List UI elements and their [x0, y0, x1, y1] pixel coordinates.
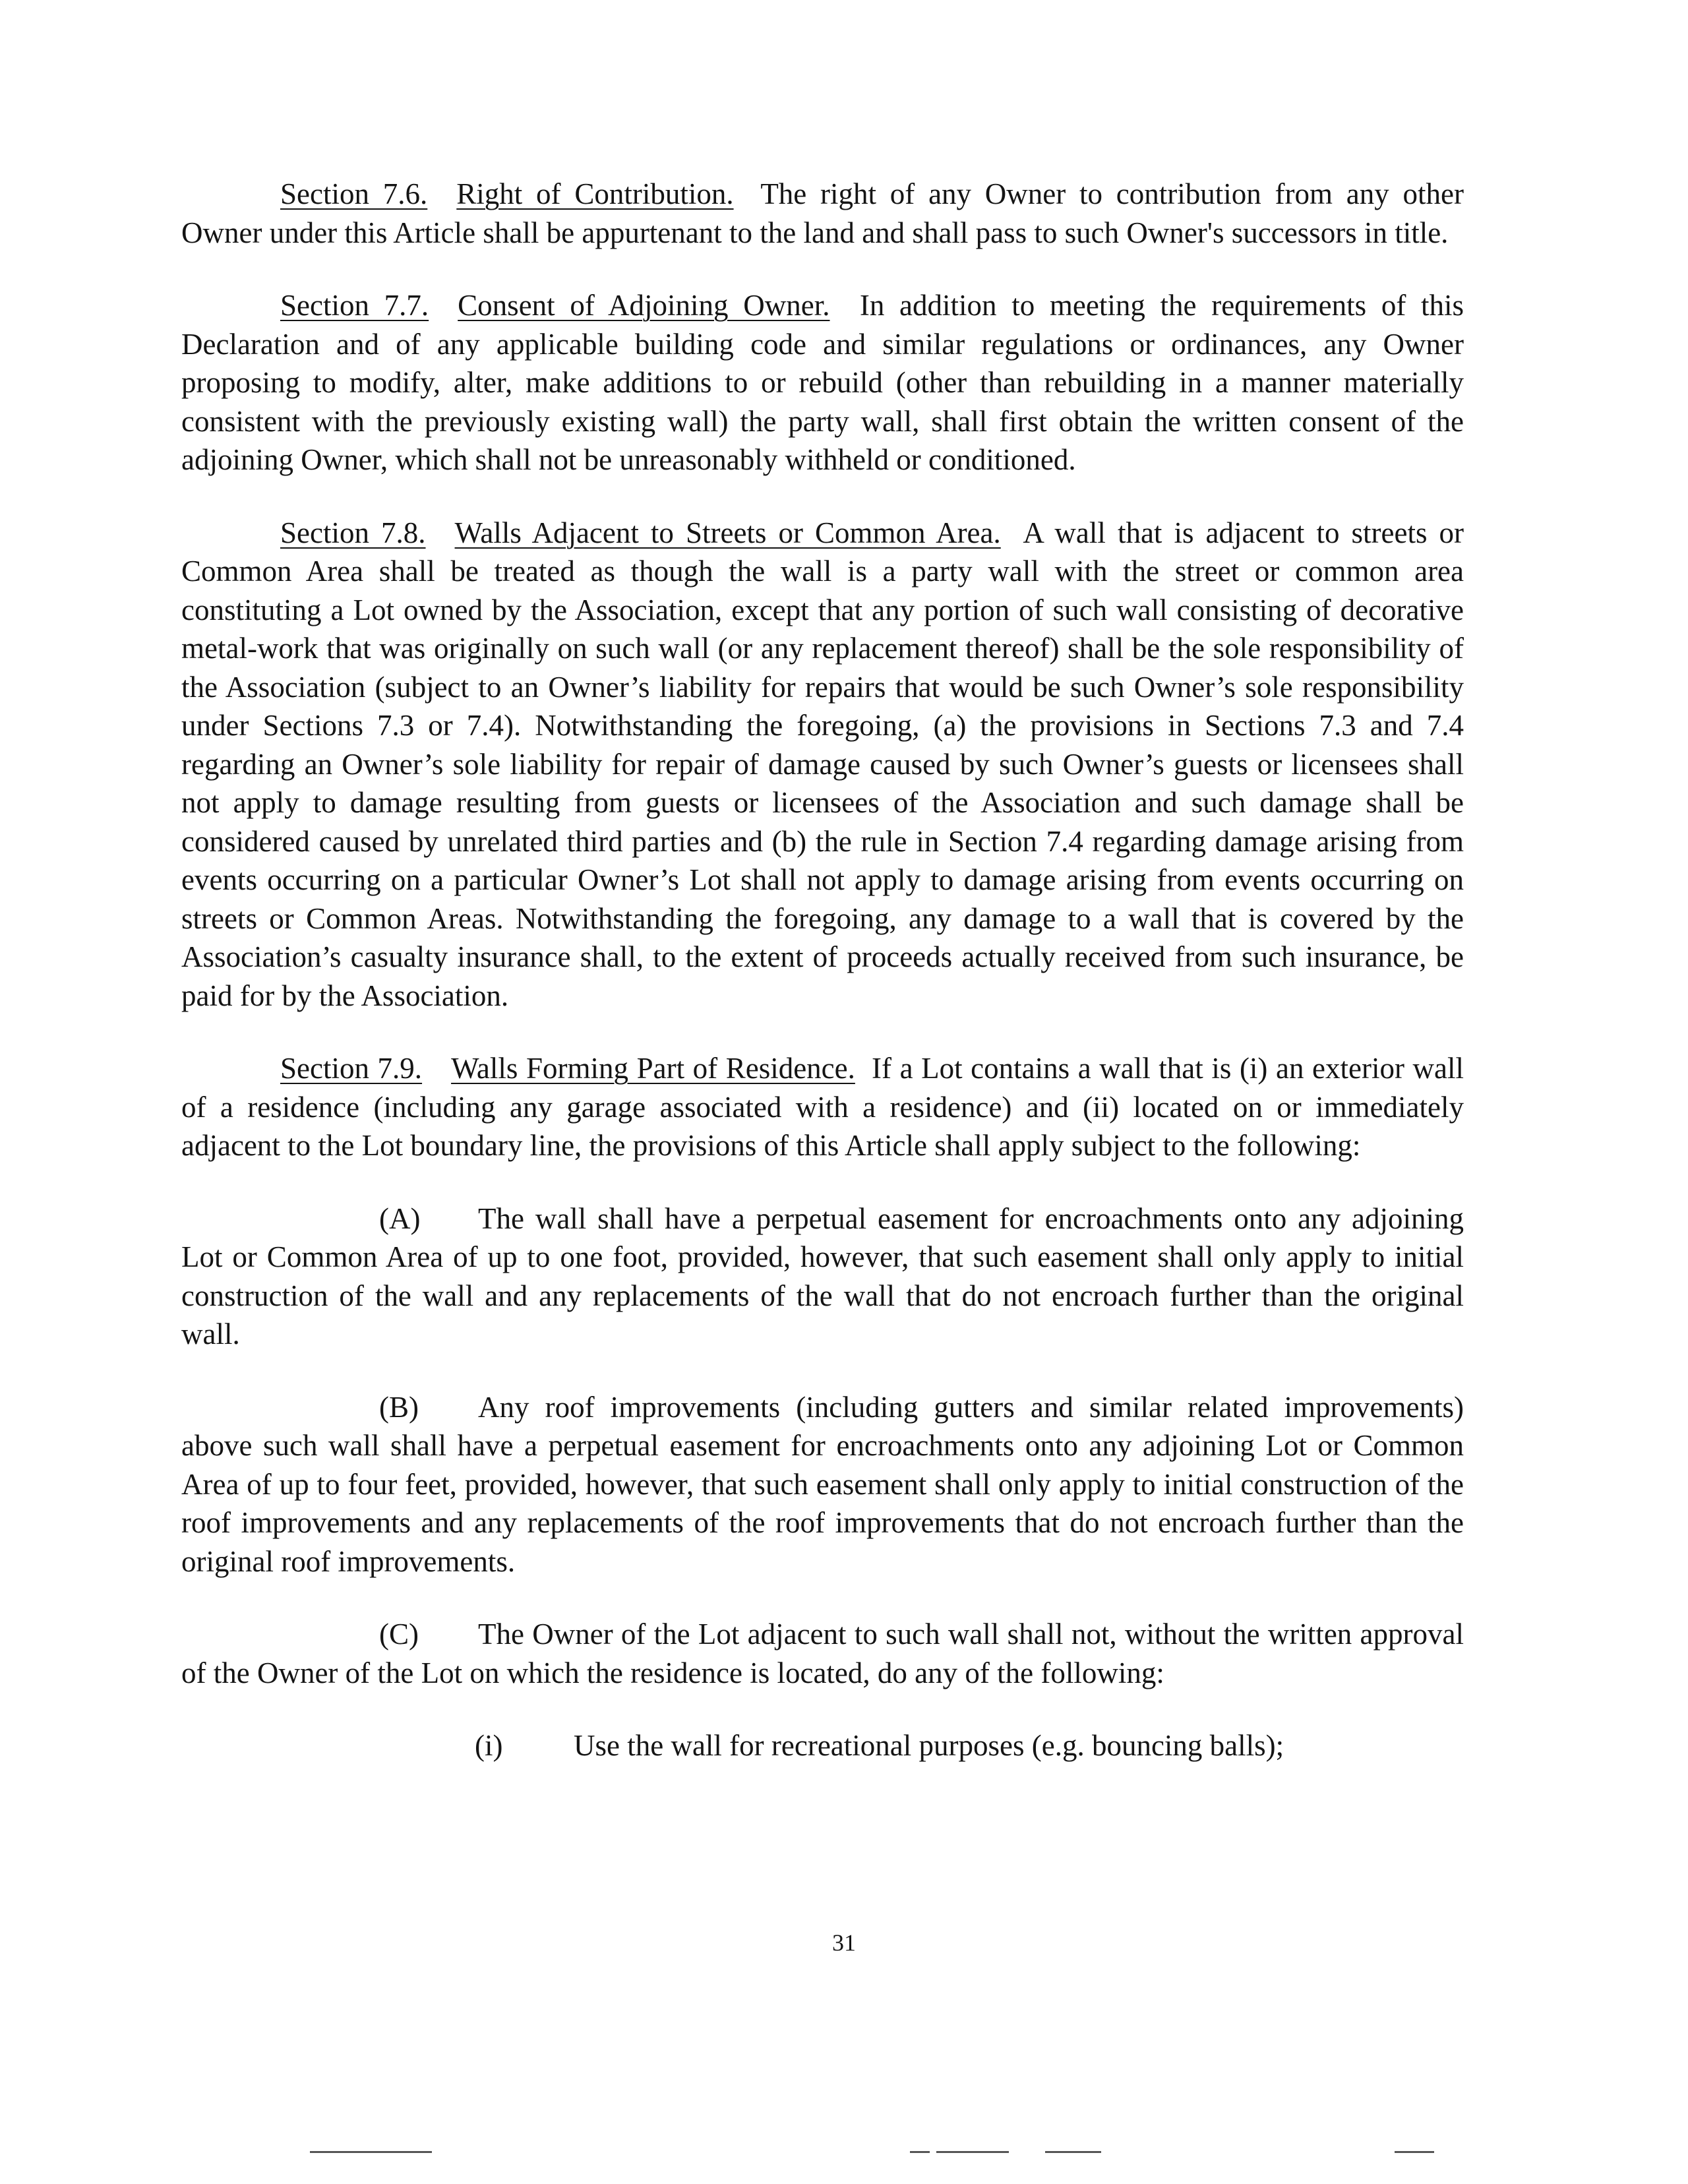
section-body: A wall that is adjacent to streets or Common Area shall be treated as though the wall is a party wall with the street or common area constituting a Lot owned by the Association, except that any portion of such wall consisting of decorative metal-work that was originally on such wall (or any replacement thereof) shall be the sole responsibility of the Association (subject to an Owner’s liability for repairs that would be such Owner’s sole responsibility under Sections 7.3 or 7.4). Notwithstanding the foregoing, (a) the provisions in Sections 7.3 and 7.4 regarding an Owner’s sole liability for repair of damage caused by such Owner’s guests or licensees shall not apply to damage resulting from guests or licensees of the Association and such damage shall be considered caused by unrelated third parties and (b) the rule in Section 7.4 regarding damage arising from events occurring on a particular Owner’s Lot shall not apply to damage arising from events occurring on streets or Common Areas. Notwithstanding the foregoing, any damage to a wall that is covered by the Association’s casualty insurance shall, to the extent of proceeds actually received from such insurance, be paid for by the Association. — [181, 516, 1464, 1012]
section-title: Right of Contribution. — [456, 177, 734, 210]
subsection-text: The wall shall have a perpetual easement for encroachments onto any adjoining Lot or Common Area of up to one foot, provided, however, that such easement shall only apply to initial construction of the wall and any replacements of the wall that do not encroach further than the original wall. — [181, 1201, 1464, 1350]
scan-artifacts — [0, 2151, 1688, 2158]
section-7-7 — [181, 286, 1464, 479]
section-number: Section 7.9. — [280, 1052, 423, 1085]
subsection-label: (C) — [379, 1618, 419, 1651]
subsection-text: The Owner of the Lot adjacent to such wall shall not, without the written approval of the Owner of the Lot on which the residence is located, do any of the following: — [181, 1618, 1464, 1689]
item-text: Use the wall for recreational purposes (e.g. bouncing balls); — [574, 1729, 1284, 1762]
subsection-c — [181, 1615, 1464, 1692]
section-body: The right of any Owner to contribution from any other Owner under this Article shall be appurtenant to the land and shall pass to such Owner's successors in title. — [181, 177, 1464, 249]
subsection-label: (B) — [379, 1390, 419, 1424]
section-title: Walls Adjacent to Streets or Common Area. — [454, 516, 1001, 549]
item-label: (i) — [475, 1729, 503, 1762]
section-number: Section 7.7. — [280, 289, 429, 322]
section-7-9 — [181, 1049, 1464, 1165]
page-number: 31 — [832, 1929, 856, 1956]
section-number: Section 7.8. — [280, 516, 426, 549]
subsection-b — [181, 1388, 1464, 1581]
list-item — [181, 1726, 1464, 1765]
section-7-8 — [181, 514, 1464, 1016]
section-body: If a Lot contains a wall that is (i) an exterior wall of a residence (including any garage associated with a residence) and (ii) located on or immediately adjacent to the Lot boundary line, the provisions of this Article shall apply subject to the following: — [181, 1052, 1464, 1162]
subsection-label: (A) — [379, 1201, 421, 1235]
section-number: Section 7.6. — [280, 177, 428, 210]
section-body: In addition to meeting the requirements of this Declaration and of any applicable building code and similar regulations or ordinances, any Owner proposing to modify, alter, make additions to or rebuild (other than rebuilding in a manner materially consistent with the previously existing wall) the party wall, shall first obtain the written consent of the adjoining Owner, which shall not be unreasonably withheld or conditioned. — [181, 289, 1464, 476]
section-7-6 — [181, 175, 1464, 252]
subsection-a — [181, 1199, 1464, 1354]
section-title: Walls Forming Part of Residence. — [451, 1052, 855, 1085]
document-page — [181, 175, 1464, 1765]
section-title: Consent of Adjoining Owner. — [458, 289, 830, 322]
subsection-text: Any roof improvements (including gutters and similar related improvements) above such wall shall have a perpetual easement for encroachments onto any adjoining Lot or Common Area of up to four feet, provided, however, that such easement shall only apply to initial construction of the roof improvements and any replacements of the roof improvements that do not encroach further than the original roof improvements. — [181, 1390, 1464, 1578]
